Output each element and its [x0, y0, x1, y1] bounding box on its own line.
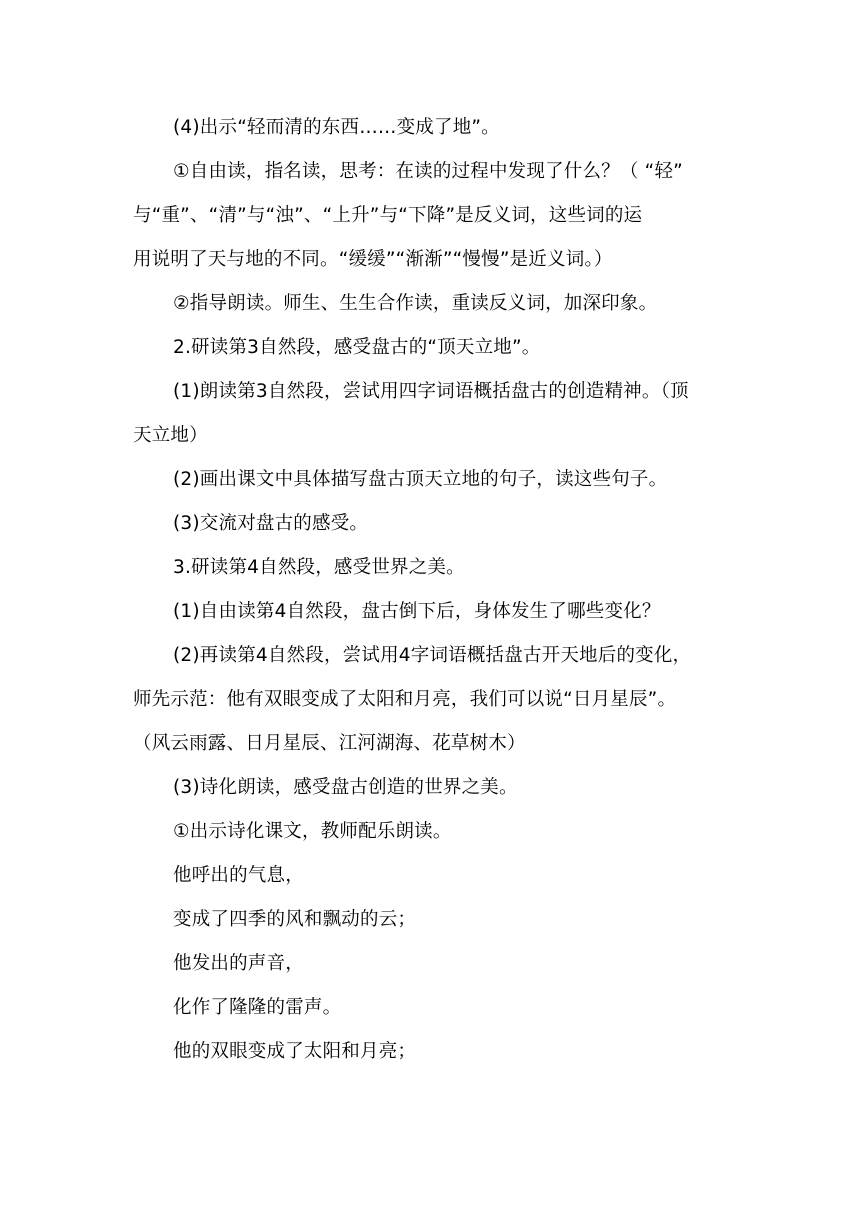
- section-heading-3: 3.研读第4自然段，感受世界之美。: [173, 557, 465, 578]
- paragraph-line-4: 用说明了天与地的不同。“缓缓”“渐渐”“慢慢”是近义词。）: [133, 249, 613, 270]
- poem-line-2: 变成了四季的风和飘动的云；: [173, 909, 417, 930]
- paragraph-line-8: 天立地）: [133, 425, 208, 446]
- paragraph-line-15: （风云雨露、日月星辰、江河湖海、花草树木）: [133, 733, 526, 754]
- paragraph-line-10: (3)交流对盘古的感受。: [173, 513, 369, 534]
- paragraph-line-16: (3)诗化朗读，感受盘古创造的世界之美。: [173, 777, 518, 798]
- paragraph-line-12: (1)自由读第4自然段，盘古倒下后，身体发生了哪些变化？: [173, 601, 661, 622]
- paragraph-line-14: 师先示范：他有双眼变成了太阳和月亮，我们可以说“日月星辰”。: [133, 689, 677, 710]
- paragraph-line-13: (2)再读第4自然段，尝试用4字词语概括盘古开天地后的变化，: [173, 645, 692, 666]
- section-heading-2: 2.研读第3自然段，感受盘古的“顶天立地”。: [173, 337, 541, 358]
- paragraph-line-1: (4)出示“轻而清的东西……变成了地”。: [173, 117, 500, 138]
- paragraph-line-17: ①出示诗化课文，教师配乐朗读。: [173, 821, 452, 842]
- poem-line-1: 他呼出的气息，: [173, 865, 304, 886]
- paragraph-line-9: (2)画出课文中具体描写盘古顶天立地的句子，读这些句子。: [173, 469, 668, 490]
- paragraph-line-2: ①自由读，指名读，思考：在读的过程中发现了什么？（ “轻”: [173, 161, 683, 182]
- poem-line-4: 化作了隆隆的雷声。: [173, 997, 342, 1018]
- poem-line-3: 他发出的声音，: [173, 953, 304, 974]
- paragraph-line-7: (1)朗读第3自然段，尝试用四字词语概括盘古的创造精神。（顶: [173, 381, 689, 402]
- paragraph-line-3: 与“重”、“清”与“浊”、“上升”与“下降”是反义词，这些词的运: [133, 205, 643, 226]
- poem-line-5: 他的双眼变成了太阳和月亮；: [173, 1041, 417, 1062]
- paragraph-line-5: ②指导朗读。师生、生生合作读，重读反义词，加深印象。: [173, 293, 658, 314]
